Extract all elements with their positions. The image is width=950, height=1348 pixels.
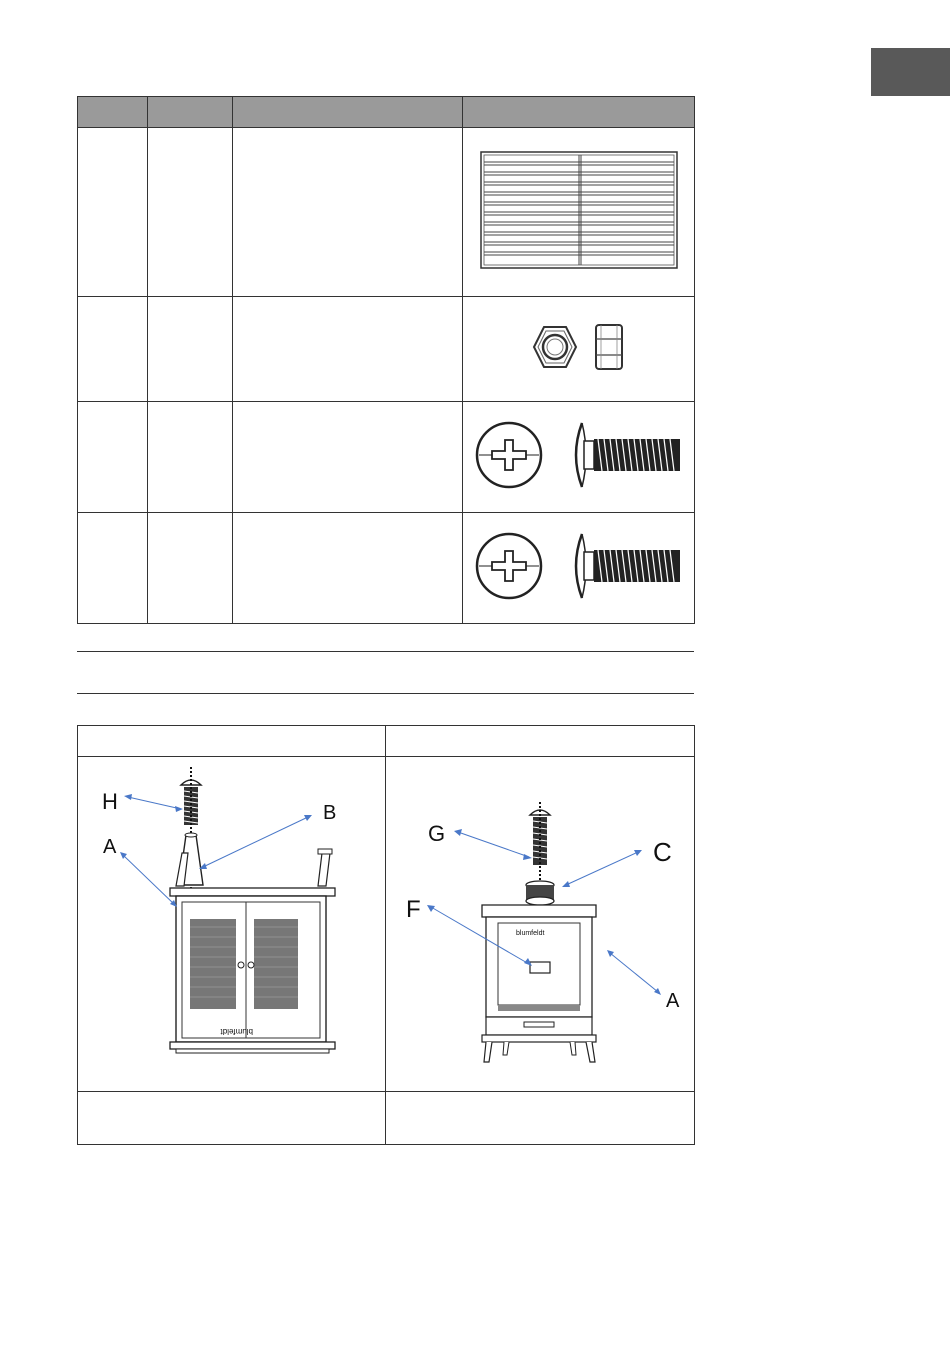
hex-nut-icon bbox=[524, 315, 634, 379]
table-cell bbox=[78, 513, 148, 624]
table-row bbox=[78, 726, 695, 757]
table-cell bbox=[78, 757, 386, 1092]
header-cell bbox=[78, 97, 148, 128]
table-cell bbox=[463, 128, 695, 297]
label-c: C bbox=[653, 837, 672, 867]
language-tab bbox=[871, 48, 950, 96]
stove-assembly-illustration bbox=[386, 757, 693, 1086]
label-g: G bbox=[428, 821, 446, 846]
table-row bbox=[78, 513, 695, 624]
table-cell bbox=[78, 297, 148, 402]
cabinet-base-illustration bbox=[78, 757, 384, 1086]
table-cell bbox=[148, 297, 233, 402]
table-cell bbox=[463, 513, 695, 624]
table-cell bbox=[78, 726, 386, 757]
label-f: F bbox=[406, 896, 421, 923]
assembly-table bbox=[77, 725, 695, 1145]
table-cell bbox=[233, 513, 463, 624]
grate-icon bbox=[479, 150, 679, 270]
label-a: A bbox=[103, 836, 117, 858]
header-cell bbox=[148, 97, 233, 128]
table-row bbox=[78, 128, 695, 297]
header-cell bbox=[233, 97, 463, 128]
table-cell bbox=[233, 402, 463, 513]
table-cell bbox=[233, 128, 463, 297]
table-row bbox=[78, 297, 695, 402]
table-cell bbox=[148, 128, 233, 297]
table-cell bbox=[463, 402, 695, 513]
table-cell bbox=[78, 1092, 386, 1145]
label-b: B bbox=[323, 802, 337, 824]
parts-table bbox=[77, 96, 695, 624]
header-cell bbox=[463, 97, 695, 128]
brand-logo: blumfeldt bbox=[516, 930, 545, 937]
table-row bbox=[78, 757, 695, 1092]
bolt-h bbox=[181, 780, 201, 825]
parts-table-header bbox=[78, 97, 695, 128]
label-h: H bbox=[102, 789, 118, 814]
table-cell bbox=[386, 757, 695, 1092]
divider bbox=[77, 651, 694, 652]
label-a: A bbox=[666, 990, 680, 1012]
table-cell bbox=[78, 128, 148, 297]
table-row bbox=[78, 402, 695, 513]
screw-icon bbox=[474, 415, 684, 495]
table-cell bbox=[148, 402, 233, 513]
table-cell bbox=[386, 726, 695, 757]
table-cell bbox=[78, 402, 148, 513]
table-row bbox=[78, 1092, 695, 1145]
brand-logo: blumfeldt bbox=[220, 1027, 253, 1036]
table-cell bbox=[233, 297, 463, 402]
divider bbox=[77, 693, 694, 694]
screw-icon bbox=[474, 526, 684, 606]
table-cell bbox=[463, 297, 695, 402]
table-cell bbox=[148, 513, 233, 624]
table-cell bbox=[386, 1092, 695, 1145]
